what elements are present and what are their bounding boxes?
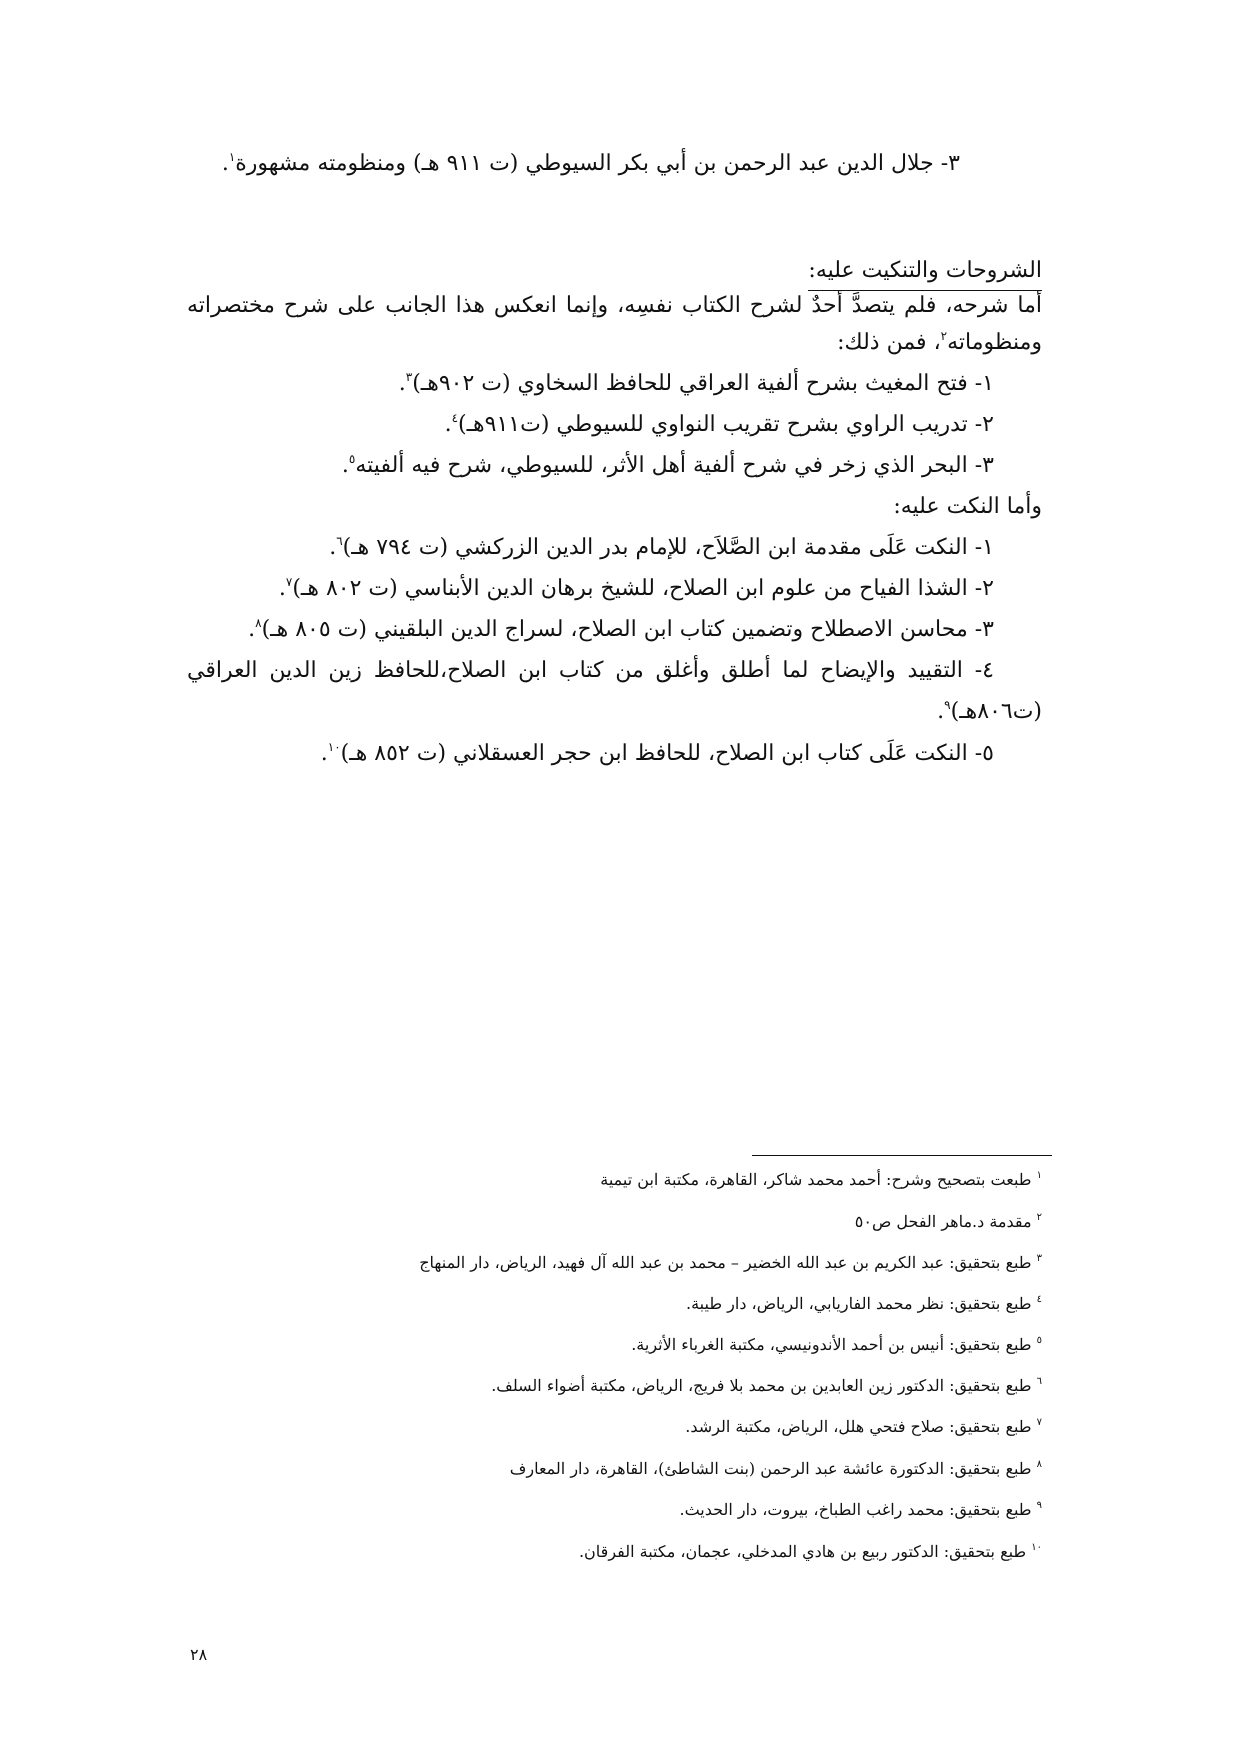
footnote: $^٦$ طبع بتحقيق: الدكتور زين العابدين بن محمد بلا فريج، الرياض، مكتبة أضواء السلف. bbox=[491, 1376, 1042, 1395]
nukat-item: ٥- النكت عَلَى كتاب ابن الصلاح، للحافظ ابن حجر العسقلاني (ت ٨٥٢ هـ)$^{١٠}$. bbox=[320, 740, 994, 766]
nukat-subheading: وأما النكت عليه: bbox=[893, 494, 1042, 519]
intro-paragraph-line-2: ومنظوماته$^٢$، فمن ذلك: bbox=[837, 329, 1042, 355]
footnote-ref[interactable]: ٨ bbox=[255, 616, 262, 630]
section-heading: الشروحات والتنكيت عليه: bbox=[808, 255, 1042, 291]
footnote-separator bbox=[752, 1155, 1052, 1156]
footnote-ref[interactable]: ٢ bbox=[940, 329, 948, 343]
footnote-number: ٧ bbox=[1036, 1417, 1042, 1428]
footnote-ref[interactable]: ٤ bbox=[451, 411, 459, 425]
nukat-item: ١- النكت عَلَى مقدمة ابن الصَّلاَح، للإمام بدر الدين الزركشي (ت ٧٩٤ هـ)$^٦$. bbox=[329, 534, 994, 560]
footnote: $^٨$ طبع بتحقيق: الدكتورة عائشة عبد الرحمن (بنت الشاطئ)، القاهرة، دار المعارف bbox=[509, 1459, 1042, 1478]
footnote-ref[interactable]: ٣ bbox=[405, 370, 413, 384]
nukat-item-line-2: (ت٨٠٦هـ)$^٩$. bbox=[937, 698, 1042, 724]
footnote: $^٧$ طبع بتحقيق: صلاح فتحي هلل، الرياض، مكتبة الرشد. bbox=[685, 1417, 1042, 1436]
footnote-number: ٦ bbox=[1036, 1376, 1042, 1387]
footnote-number: ١٠ bbox=[1031, 1542, 1042, 1553]
footnote: $^٢$ مقدمة د.ماهر الفحل ص٥٠ bbox=[854, 1212, 1042, 1231]
list-item-suyuti-verse: ٣- جلال الدين عبد الرحمن بن أبي بكر السيوطي (ت ٩١١ هـ) ومنظومته مشهورة$^١$. bbox=[221, 150, 960, 176]
nukat-item-line-1: ٤- التقييد والإيضاح لما أطلق وأغلق من كتاب ابن الصلاح،للحافظ زين الدين العراقي bbox=[187, 658, 994, 683]
footnote-number: ٩ bbox=[1036, 1500, 1042, 1511]
footnote: $^٤$ طبع بتحقيق: نظر محمد الفاريابي، الرياض، دار طيبة. bbox=[686, 1294, 1042, 1313]
page-number: ٢٨ bbox=[190, 1645, 208, 1664]
commentary-item: ٢- تدريب الراوي بشرح تقريب النواوي للسيوطي (ت٩١١هـ)$^٤$. bbox=[444, 411, 994, 437]
footnote: $^٥$ طبع بتحقيق: أنيس بن أحمد الأندونيسي، مكتبة الغرباء الأثرية. bbox=[631, 1335, 1042, 1354]
footnote: $^{١٠}$ طبع بتحقيق: الدكتور ربيع بن هادي المدخلي، عجمان، مكتبة الفرقان. bbox=[578, 1542, 1042, 1561]
footnote-ref[interactable]: ١ bbox=[228, 150, 236, 164]
footnote-number: ٥ bbox=[1036, 1335, 1042, 1346]
footnote-ref[interactable]: ٩ bbox=[944, 698, 951, 712]
footnote: $^٣$ طبع بتحقيق: عبد الكريم بن عبد الله الخضير – محمد بن عبد الله آل فهيد، الرياض، دار المنهاج bbox=[419, 1253, 1042, 1272]
commentary-item: ١- فتح المغيث بشرح ألفية العراقي للحافظ السخاوي (ت ٩٠٢هـ)$^٣$. bbox=[398, 370, 994, 396]
footnote: $^٩$ طبع بتحقيق: محمد راغب الطباخ، بيروت، دار الحديث. bbox=[679, 1500, 1042, 1519]
footnote-number: ٣ bbox=[1036, 1253, 1042, 1264]
nukat-item: ٣- محاسن الاصطلاح وتضمين كتاب ابن الصلاح، لسراج الدين البلقيني (ت ٨٠٥ هـ)$^٨$. bbox=[248, 616, 994, 642]
footnote: $^١$ طبعت بتصحيح وشرح: أحمد محمد شاكر، القاهرة، مكتبة ابن تيمية bbox=[600, 1170, 1042, 1189]
nukat-item: ٢- الشذا الفياح من علوم ابن الصلاح، للشيخ برهان الدين الأبناسي (ت ٨٠٢ هـ)$^٧$. bbox=[278, 575, 994, 601]
footnote-number: ٤ bbox=[1036, 1294, 1042, 1305]
footnote-ref[interactable]: ٦ bbox=[336, 534, 343, 548]
footnote-number: ٨ bbox=[1036, 1459, 1042, 1470]
footnote-number: ١ bbox=[1036, 1170, 1042, 1181]
footnote-ref[interactable]: ١٠ bbox=[327, 740, 341, 754]
footnote-ref[interactable]: ٥ bbox=[348, 452, 356, 466]
commentary-item: ٣- البحر الذي زخر في شرح ألفية أهل الأثر، للسيوطي، شرح فيه ألفيته$^٥$. bbox=[341, 452, 994, 478]
intro-paragraph-line-1: أما شرحه، فلم يتصدَّ أحدٌ لشرح الكتاب نفسِه، وإنما انعكس هذا الجانب على شرح مختصراته bbox=[187, 293, 1042, 318]
footnote-ref[interactable]: ٧ bbox=[285, 575, 293, 589]
footnote-number: ٢ bbox=[1036, 1212, 1042, 1223]
